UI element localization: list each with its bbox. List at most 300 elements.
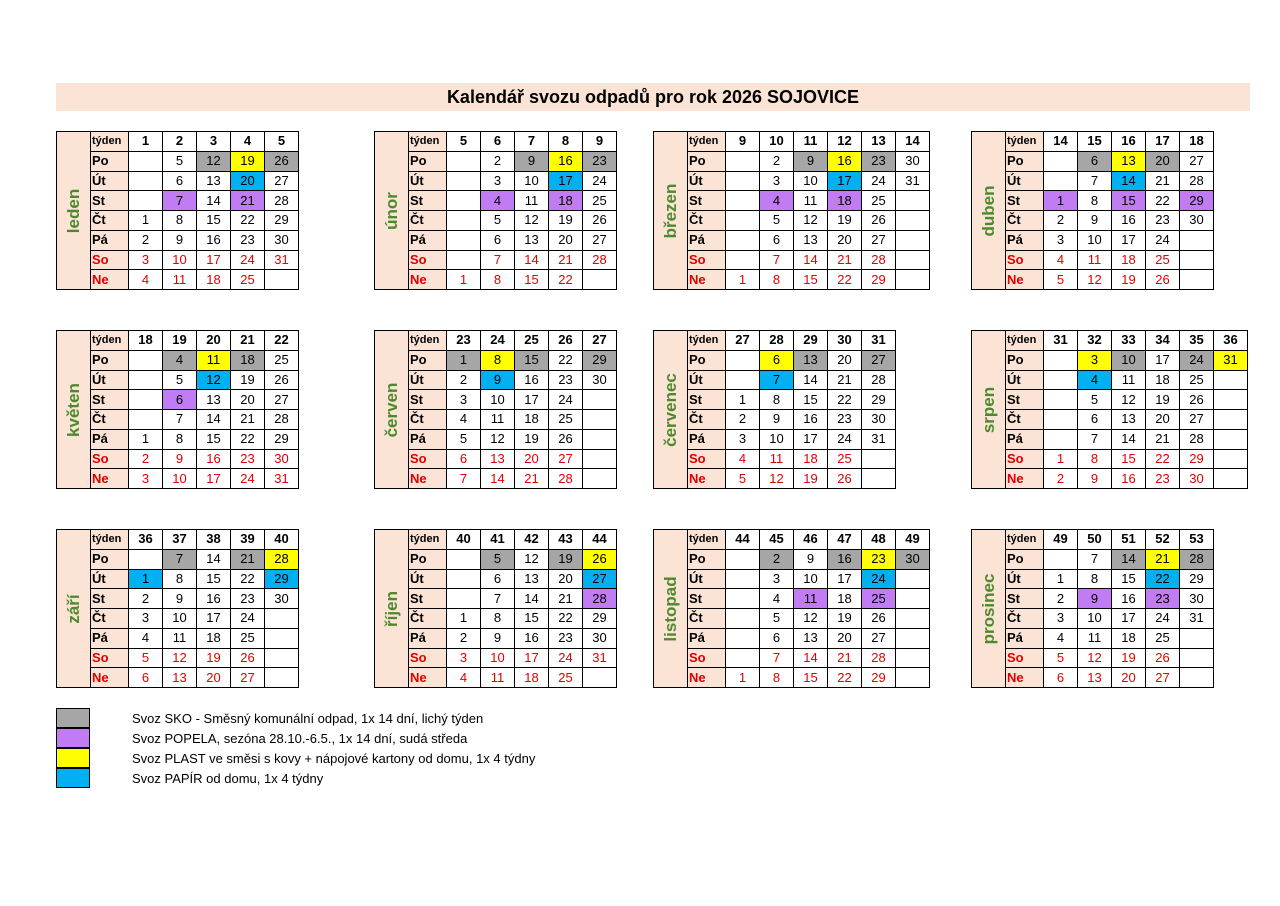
day-cell [1044,151,1078,171]
day-cell: 22 [549,350,583,370]
week-number: 47 [828,530,862,550]
week-number: 18 [129,331,163,351]
day-cell: 2 [129,589,163,609]
weekday-row [1006,429,1248,449]
day-cell: 6 [1078,151,1112,171]
day-cell: 4 [1044,250,1078,270]
weekday-label: Čt [91,410,129,430]
weekday-row [1006,449,1248,469]
month-grid [1005,529,1214,688]
weekday-label: Út [91,171,129,191]
day-cell: 4 [481,191,515,211]
week-number: 11 [794,132,828,152]
day-cell: 27 [231,668,265,688]
day-cell: 1 [447,609,481,629]
weekday-row [91,549,299,569]
day-cell [896,628,930,648]
month-calendar [971,330,1248,489]
day-cell [583,449,617,469]
weekday-label: Po [91,549,129,569]
week-number: 52 [1146,530,1180,550]
weekday-label: Ne [688,270,726,290]
day-cell: 19 [828,609,862,629]
week-header-label: týden [91,331,129,351]
day-cell [447,569,481,589]
weekday-row [688,250,930,270]
day-cell: 5 [447,429,481,449]
day-cell [726,569,760,589]
day-cell: 29 [1180,569,1214,589]
weekday-row [1006,250,1214,270]
day-cell: 27 [862,350,896,370]
weekday-label: St [409,589,447,609]
day-cell [726,549,760,569]
day-cell: 25 [862,589,896,609]
day-cell: 7 [1078,171,1112,191]
day-cell: 10 [1078,609,1112,629]
weekday-label: St [91,390,129,410]
weekday-row [409,668,617,688]
day-cell: 9 [481,370,515,390]
day-cell: 26 [231,648,265,668]
week-row [409,530,617,550]
day-cell [265,668,299,688]
month-calendar [56,131,299,290]
day-cell: 1 [447,350,481,370]
day-cell: 2 [760,151,794,171]
weekday-label: Po [91,350,129,370]
weekday-row [91,449,299,469]
day-cell: 15 [794,390,828,410]
legend-item [56,708,535,728]
day-cell: 2 [481,151,515,171]
weekday-label: Út [1006,569,1044,589]
day-cell: 29 [862,390,896,410]
day-cell: 4 [760,589,794,609]
day-cell: 2 [129,230,163,250]
day-cell: 14 [1112,429,1146,449]
day-cell: 27 [549,449,583,469]
week-row [688,331,896,351]
weekday-label: So [688,648,726,668]
month-grid [687,529,930,688]
week-number: 27 [583,331,617,351]
day-cell: 14 [794,648,828,668]
day-cell [726,211,760,231]
day-cell: 9 [760,410,794,430]
day-cell: 26 [828,469,862,489]
day-cell: 16 [828,151,862,171]
week-header-label: týden [1006,132,1044,152]
day-cell: 23 [231,230,265,250]
day-cell: 15 [515,270,549,290]
day-cell: 16 [549,151,583,171]
day-cell: 20 [197,668,231,688]
day-cell: 2 [129,449,163,469]
day-cell: 11 [481,410,515,430]
day-cell: 23 [1146,589,1180,609]
day-cell: 1 [129,569,163,589]
day-cell: 23 [862,549,896,569]
day-cell: 10 [794,171,828,191]
day-cell: 31 [1180,609,1214,629]
weekday-label: Út [1006,370,1044,390]
weekday-row [409,390,617,410]
day-cell: 24 [231,250,265,270]
weekday-label: St [1006,390,1044,410]
day-cell [896,230,930,250]
day-cell [1044,410,1078,430]
day-cell: 7 [481,250,515,270]
day-cell: 11 [515,191,549,211]
week-number: 26 [549,331,583,351]
day-cell: 18 [1112,250,1146,270]
day-cell: 5 [1078,390,1112,410]
day-cell: 8 [481,609,515,629]
weekday-row [409,230,617,250]
day-cell: 17 [515,390,549,410]
day-cell [1214,370,1248,390]
day-cell: 5 [1044,270,1078,290]
day-cell: 8 [163,569,197,589]
day-cell: 23 [828,410,862,430]
week-number: 32 [1078,331,1112,351]
weekday-row [1006,350,1248,370]
weekday-row [1006,270,1214,290]
legend-swatch-popel [56,728,90,748]
day-cell [1180,628,1214,648]
legend-text: Svoz POPELA, sezóna 28.10.-6.5., 1x 14 dní, sudá středa [132,730,468,746]
day-cell: 29 [1180,449,1214,469]
day-cell: 27 [265,390,299,410]
day-cell [726,171,760,191]
weekday-label: Ne [688,668,726,688]
weekday-label: Ne [1006,469,1044,489]
day-cell: 11 [481,668,515,688]
month-grid [90,131,299,290]
day-cell: 13 [515,230,549,250]
day-cell [726,628,760,648]
day-cell: 25 [1180,370,1214,390]
day-cell: 8 [1078,569,1112,589]
day-cell: 28 [549,469,583,489]
day-cell [896,569,930,589]
day-cell: 14 [794,250,828,270]
day-cell: 30 [265,449,299,469]
week-header-label: týden [688,530,726,550]
weekday-label: St [688,589,726,609]
weekday-row [409,191,617,211]
day-cell: 26 [862,211,896,231]
day-cell: 22 [1146,191,1180,211]
day-cell: 8 [1078,191,1112,211]
day-cell: 24 [1180,350,1214,370]
day-cell: 16 [197,449,231,469]
weekday-label: Út [409,569,447,589]
day-cell: 3 [447,390,481,410]
day-cell [129,350,163,370]
week-number: 33 [1112,331,1146,351]
day-cell: 19 [197,648,231,668]
day-cell: 26 [583,211,617,231]
month-name [56,330,90,489]
day-cell: 26 [1146,648,1180,668]
month-calendar [653,330,896,489]
day-cell: 31 [862,429,896,449]
day-cell: 19 [1146,390,1180,410]
day-cell: 19 [549,211,583,231]
day-cell: 16 [515,628,549,648]
week-number: 38 [197,530,231,550]
week-number: 6 [481,132,515,152]
day-cell [129,171,163,191]
day-cell [1180,230,1214,250]
weekday-label: Pá [1006,628,1044,648]
month-name-label: srpen [978,386,998,433]
week-number: 23 [447,331,481,351]
legend-swatch-sko [56,708,90,728]
day-cell: 6 [760,628,794,648]
day-cell: 3 [129,609,163,629]
weekday-row [409,270,617,290]
weekday-label: Út [91,569,129,589]
day-cell: 14 [1112,549,1146,569]
month-name [56,529,90,688]
day-cell: 20 [828,628,862,648]
day-cell: 21 [1146,171,1180,191]
day-cell: 2 [447,628,481,648]
day-cell: 23 [1146,211,1180,231]
day-cell: 15 [1112,569,1146,589]
day-cell: 21 [231,549,265,569]
weekday-row [1006,628,1214,648]
weekday-row [688,449,896,469]
day-cell: 14 [481,469,515,489]
day-cell: 7 [1078,549,1112,569]
day-cell [1180,270,1214,290]
weekday-label: Po [91,151,129,171]
day-cell: 4 [760,191,794,211]
week-number: 44 [583,530,617,550]
month-calendar [56,330,299,489]
legend-item [56,768,535,788]
weekday-row [688,270,930,290]
day-cell: 13 [197,390,231,410]
day-cell: 24 [1146,230,1180,250]
weekday-label: St [1006,191,1044,211]
day-cell: 30 [265,589,299,609]
day-cell: 9 [794,151,828,171]
legend-item [56,748,535,768]
day-cell: 12 [515,211,549,231]
week-row [91,530,299,550]
day-cell [1180,648,1214,668]
day-cell: 3 [447,648,481,668]
day-cell: 19 [231,370,265,390]
weekday-row [91,250,299,270]
week-number: 2 [163,132,197,152]
weekday-row [91,171,299,191]
week-number: 8 [549,132,583,152]
day-cell: 3 [760,171,794,191]
day-cell: 22 [828,390,862,410]
day-cell: 21 [828,250,862,270]
week-number: 15 [1078,132,1112,152]
weekday-row [1006,648,1214,668]
day-cell: 12 [794,211,828,231]
day-cell: 14 [197,410,231,430]
day-cell [1214,390,1248,410]
weekday-row [91,350,299,370]
weekday-label: Ne [91,668,129,688]
weekday-row [91,270,299,290]
day-cell: 8 [760,390,794,410]
weekday-row [91,370,299,390]
day-cell: 13 [1112,410,1146,430]
day-cell: 29 [862,270,896,290]
weekday-label: So [1006,449,1044,469]
day-cell: 22 [1146,569,1180,589]
day-cell: 28 [862,250,896,270]
week-number: 40 [447,530,481,550]
month-name-label: květen [63,382,83,437]
weekday-row [91,151,299,171]
day-cell: 5 [481,211,515,231]
day-cell: 9 [163,449,197,469]
weekday-row [688,350,896,370]
day-cell [896,609,930,629]
day-cell: 4 [1078,370,1112,390]
weekday-row [688,230,930,250]
day-cell: 17 [1112,230,1146,250]
day-cell: 25 [828,449,862,469]
week-number: 46 [794,530,828,550]
day-cell: 14 [1112,171,1146,191]
month-name-label: listopad [660,575,680,642]
weekday-row [409,549,617,569]
day-cell: 1 [447,270,481,290]
day-cell [1044,390,1078,410]
day-cell: 28 [862,370,896,390]
day-cell: 25 [583,191,617,211]
day-cell: 12 [794,609,828,629]
day-cell: 30 [896,549,930,569]
day-cell: 9 [163,230,197,250]
month-grid [408,529,617,688]
day-cell [1044,549,1078,569]
day-cell: 5 [1044,648,1078,668]
weekday-label: Pá [91,628,129,648]
weekday-row [688,589,930,609]
weekday-label: Ne [91,469,129,489]
day-cell [265,628,299,648]
weekday-label: Čt [688,410,726,430]
weekday-label: So [688,250,726,270]
day-cell: 4 [447,668,481,688]
month-name-label: únor [381,191,401,230]
day-cell: 5 [163,151,197,171]
weekday-row [91,429,299,449]
day-cell [1214,469,1248,489]
day-cell: 7 [760,250,794,270]
week-header-label: týden [409,530,447,550]
weekday-row [409,628,617,648]
day-cell: 12 [481,429,515,449]
day-cell [726,609,760,629]
day-cell: 18 [231,350,265,370]
week-number: 39 [231,530,265,550]
month-name [374,131,408,290]
weekday-row [1006,668,1214,688]
week-number: 37 [163,530,197,550]
weekday-row [409,410,617,430]
week-number: 20 [197,331,231,351]
month-name-label: září [63,593,83,624]
day-cell: 11 [1078,628,1112,648]
weekday-label: Út [688,370,726,390]
day-cell: 24 [231,469,265,489]
day-cell: 9 [1078,589,1112,609]
month-grid [90,529,299,688]
weekday-label: Út [1006,171,1044,191]
day-cell: 26 [265,370,299,390]
day-cell [1044,370,1078,390]
month-name [653,529,687,688]
day-cell: 19 [1112,270,1146,290]
day-cell: 26 [1146,270,1180,290]
day-cell [447,589,481,609]
day-cell [447,230,481,250]
day-cell: 29 [1180,191,1214,211]
week-number: 36 [129,530,163,550]
day-cell: 27 [862,628,896,648]
weekday-label: Čt [409,211,447,231]
day-cell: 17 [1112,609,1146,629]
day-cell: 22 [549,270,583,290]
day-cell [896,648,930,668]
day-cell: 29 [583,609,617,629]
day-cell: 15 [197,211,231,231]
day-cell: 15 [515,609,549,629]
weekday-label: Po [1006,151,1044,171]
week-number: 24 [481,331,515,351]
day-cell: 18 [828,589,862,609]
day-cell: 7 [447,469,481,489]
day-cell [1180,250,1214,270]
day-cell: 27 [862,230,896,250]
day-cell: 6 [1044,668,1078,688]
day-cell: 24 [583,171,617,191]
day-cell: 17 [828,171,862,191]
day-cell: 21 [549,250,583,270]
week-header-label: týden [688,331,726,351]
day-cell: 8 [1078,449,1112,469]
week-number: 16 [1112,132,1146,152]
day-cell: 23 [862,151,896,171]
weekday-row [91,609,299,629]
day-cell: 19 [549,549,583,569]
day-cell: 15 [515,350,549,370]
day-cell: 31 [265,469,299,489]
day-cell: 9 [481,628,515,648]
week-number: 42 [515,530,549,550]
day-cell: 10 [481,390,515,410]
day-cell: 11 [1078,250,1112,270]
day-cell: 4 [1044,628,1078,648]
month-name-label: říjen [381,590,401,627]
week-row [688,132,930,152]
month-grid [687,131,930,290]
